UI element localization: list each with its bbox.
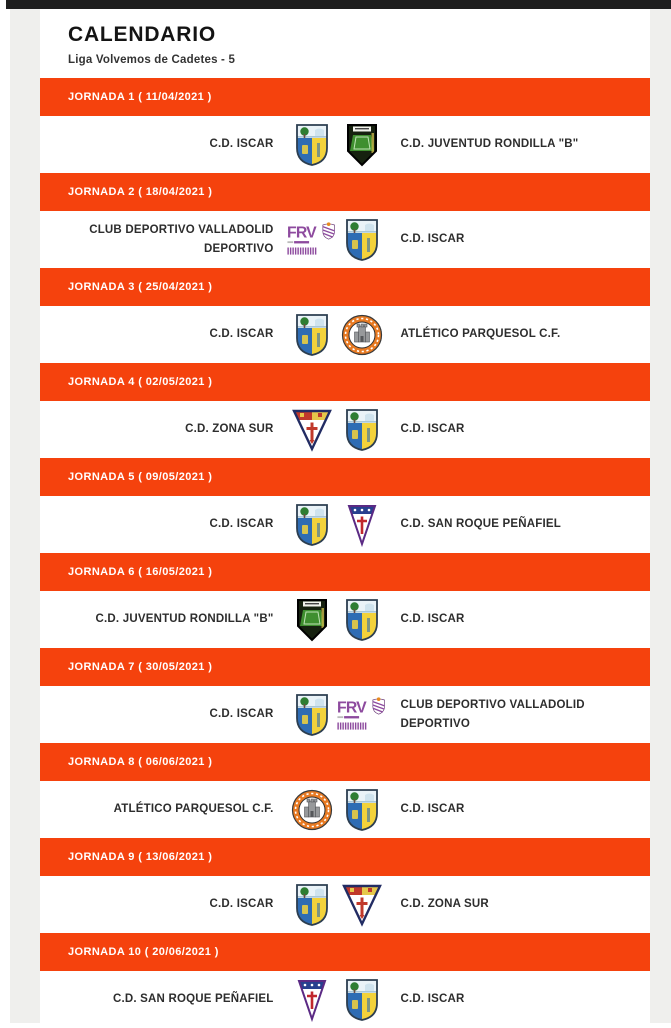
jornada-section-6 — [40, 553, 650, 648]
jornada-header — [40, 458, 650, 496]
away-team-name: C.D. SAN ROQUE PEÑAFIEL — [400, 518, 562, 531]
jornada-header — [40, 363, 650, 401]
jornada-section-7 — [40, 648, 650, 743]
jornada-label: JORNADA 10 ( 20/06/2021 ) — [68, 946, 219, 958]
home-team-name: C.D. ISCAR — [209, 138, 274, 151]
home-team-name: C.D. ISCAR — [209, 518, 274, 531]
home-team-crest-icon — [287, 313, 337, 357]
jornada-section-8 — [40, 743, 650, 838]
page-subtitle: Liga Volvemos de Cadetes - 5 — [68, 54, 236, 66]
page-title: CALENDARIO — [68, 23, 216, 46]
away-team-crest-icon — [337, 313, 387, 357]
home-team-name: C.D. ZONA SUR — [185, 423, 274, 436]
match-row — [40, 876, 650, 933]
jornada-label: JORNADA 1 ( 11/04/2021 ) — [68, 91, 212, 103]
jornada-header — [40, 268, 650, 306]
away-team-name: C.D. JUVENTUD RONDILLA "B" — [400, 138, 579, 151]
away-team-name: C.D. ISCAR — [400, 423, 465, 436]
away-team-name: C.D. ISCAR — [400, 233, 465, 246]
away-team-crest-icon — [337, 788, 387, 832]
away-team-crest-icon — [337, 598, 387, 642]
match-row — [40, 116, 650, 173]
home-team-name: C.D. SAN ROQUE PEÑAFIEL — [112, 993, 274, 1006]
away-team-name: C.D. ISCAR — [400, 993, 465, 1006]
home-team-crest-icon — [287, 693, 337, 737]
match-row — [40, 971, 650, 1028]
away-team-crest-icon — [337, 693, 387, 737]
jornada-label: JORNADA 7 ( 30/05/2021 ) — [68, 661, 213, 673]
away-team-name: ATLÉTICO PARQUESOL C.F. — [400, 328, 561, 341]
home-team-name: ATLÉTICO PARQUESOL C.F. — [113, 803, 274, 816]
home-team-name: C.D. JUVENTUD RONDILLA "B" — [95, 613, 274, 626]
home-team-name: C.D. ISCAR — [209, 328, 274, 341]
jornada-header — [40, 838, 650, 876]
home-team-crest-icon — [287, 598, 337, 642]
away-team-crest-icon — [337, 978, 387, 1022]
home-team-crest-icon — [287, 218, 337, 262]
home-team-crest-icon — [287, 978, 337, 1022]
calendar-page — [40, 9, 650, 1028]
jornada-label: JORNADA 5 ( 09/05/2021 ) — [68, 471, 213, 483]
match-row — [40, 211, 650, 268]
jornada-label: JORNADA 3 ( 25/04/2021 ) — [68, 281, 213, 293]
home-team-crest-icon — [287, 883, 337, 927]
jornada-header — [40, 933, 650, 971]
match-row — [40, 306, 650, 363]
home-team-crest-icon — [287, 123, 337, 167]
away-team-name: C.D. ZONA SUR — [400, 898, 489, 911]
home-team-name: CLUB DEPORTIVO VALLADOLID DEPORTIVO — [89, 223, 274, 255]
home-team-crest-icon — [287, 503, 337, 547]
away-team-name: C.D. ISCAR — [400, 803, 465, 816]
jornada-section-1 — [40, 78, 650, 173]
home-team-name: C.D. ISCAR — [209, 708, 274, 721]
match-row — [40, 686, 650, 743]
jornada-header — [40, 648, 650, 686]
jornada-label: JORNADA 6 ( 16/05/2021 ) — [68, 566, 213, 578]
right-gutter — [650, 9, 671, 1023]
jornada-label: JORNADA 4 ( 02/05/2021 ) — [68, 376, 213, 388]
jornada-section-5 — [40, 458, 650, 553]
jornada-section-9 — [40, 838, 650, 933]
away-team-crest-icon — [337, 123, 387, 167]
jornada-label: JORNADA 2 ( 18/04/2021 ) — [68, 186, 213, 198]
jornada-section-2 — [40, 173, 650, 268]
top-black-bar — [6, 0, 671, 9]
match-row — [40, 591, 650, 648]
away-team-name: CLUB DEPORTIVO VALLADOLID DEPORTIVO — [400, 698, 585, 730]
match-row — [40, 496, 650, 553]
away-team-crest-icon — [337, 503, 387, 547]
page-header — [40, 9, 650, 78]
jornada-section-10 — [40, 933, 650, 1028]
jornada-section-3 — [40, 268, 650, 363]
jornada-header — [40, 743, 650, 781]
jornada-label: JORNADA 8 ( 06/06/2021 ) — [68, 756, 213, 768]
away-team-crest-icon — [337, 218, 387, 262]
home-team-name: C.D. ISCAR — [209, 898, 274, 911]
jornada-header — [40, 173, 650, 211]
jornada-section-4 — [40, 363, 650, 458]
away-team-crest-icon — [337, 408, 387, 452]
home-team-crest-icon — [287, 408, 337, 452]
jornada-label: JORNADA 9 ( 13/06/2021 ) — [68, 851, 213, 863]
match-row — [40, 401, 650, 458]
jornada-header — [40, 78, 650, 116]
left-gutter — [10, 9, 40, 1023]
match-row — [40, 781, 650, 838]
away-team-name: C.D. ISCAR — [400, 613, 465, 626]
jornada-header — [40, 553, 650, 591]
home-team-crest-icon — [287, 788, 337, 832]
away-team-crest-icon — [337, 883, 387, 927]
